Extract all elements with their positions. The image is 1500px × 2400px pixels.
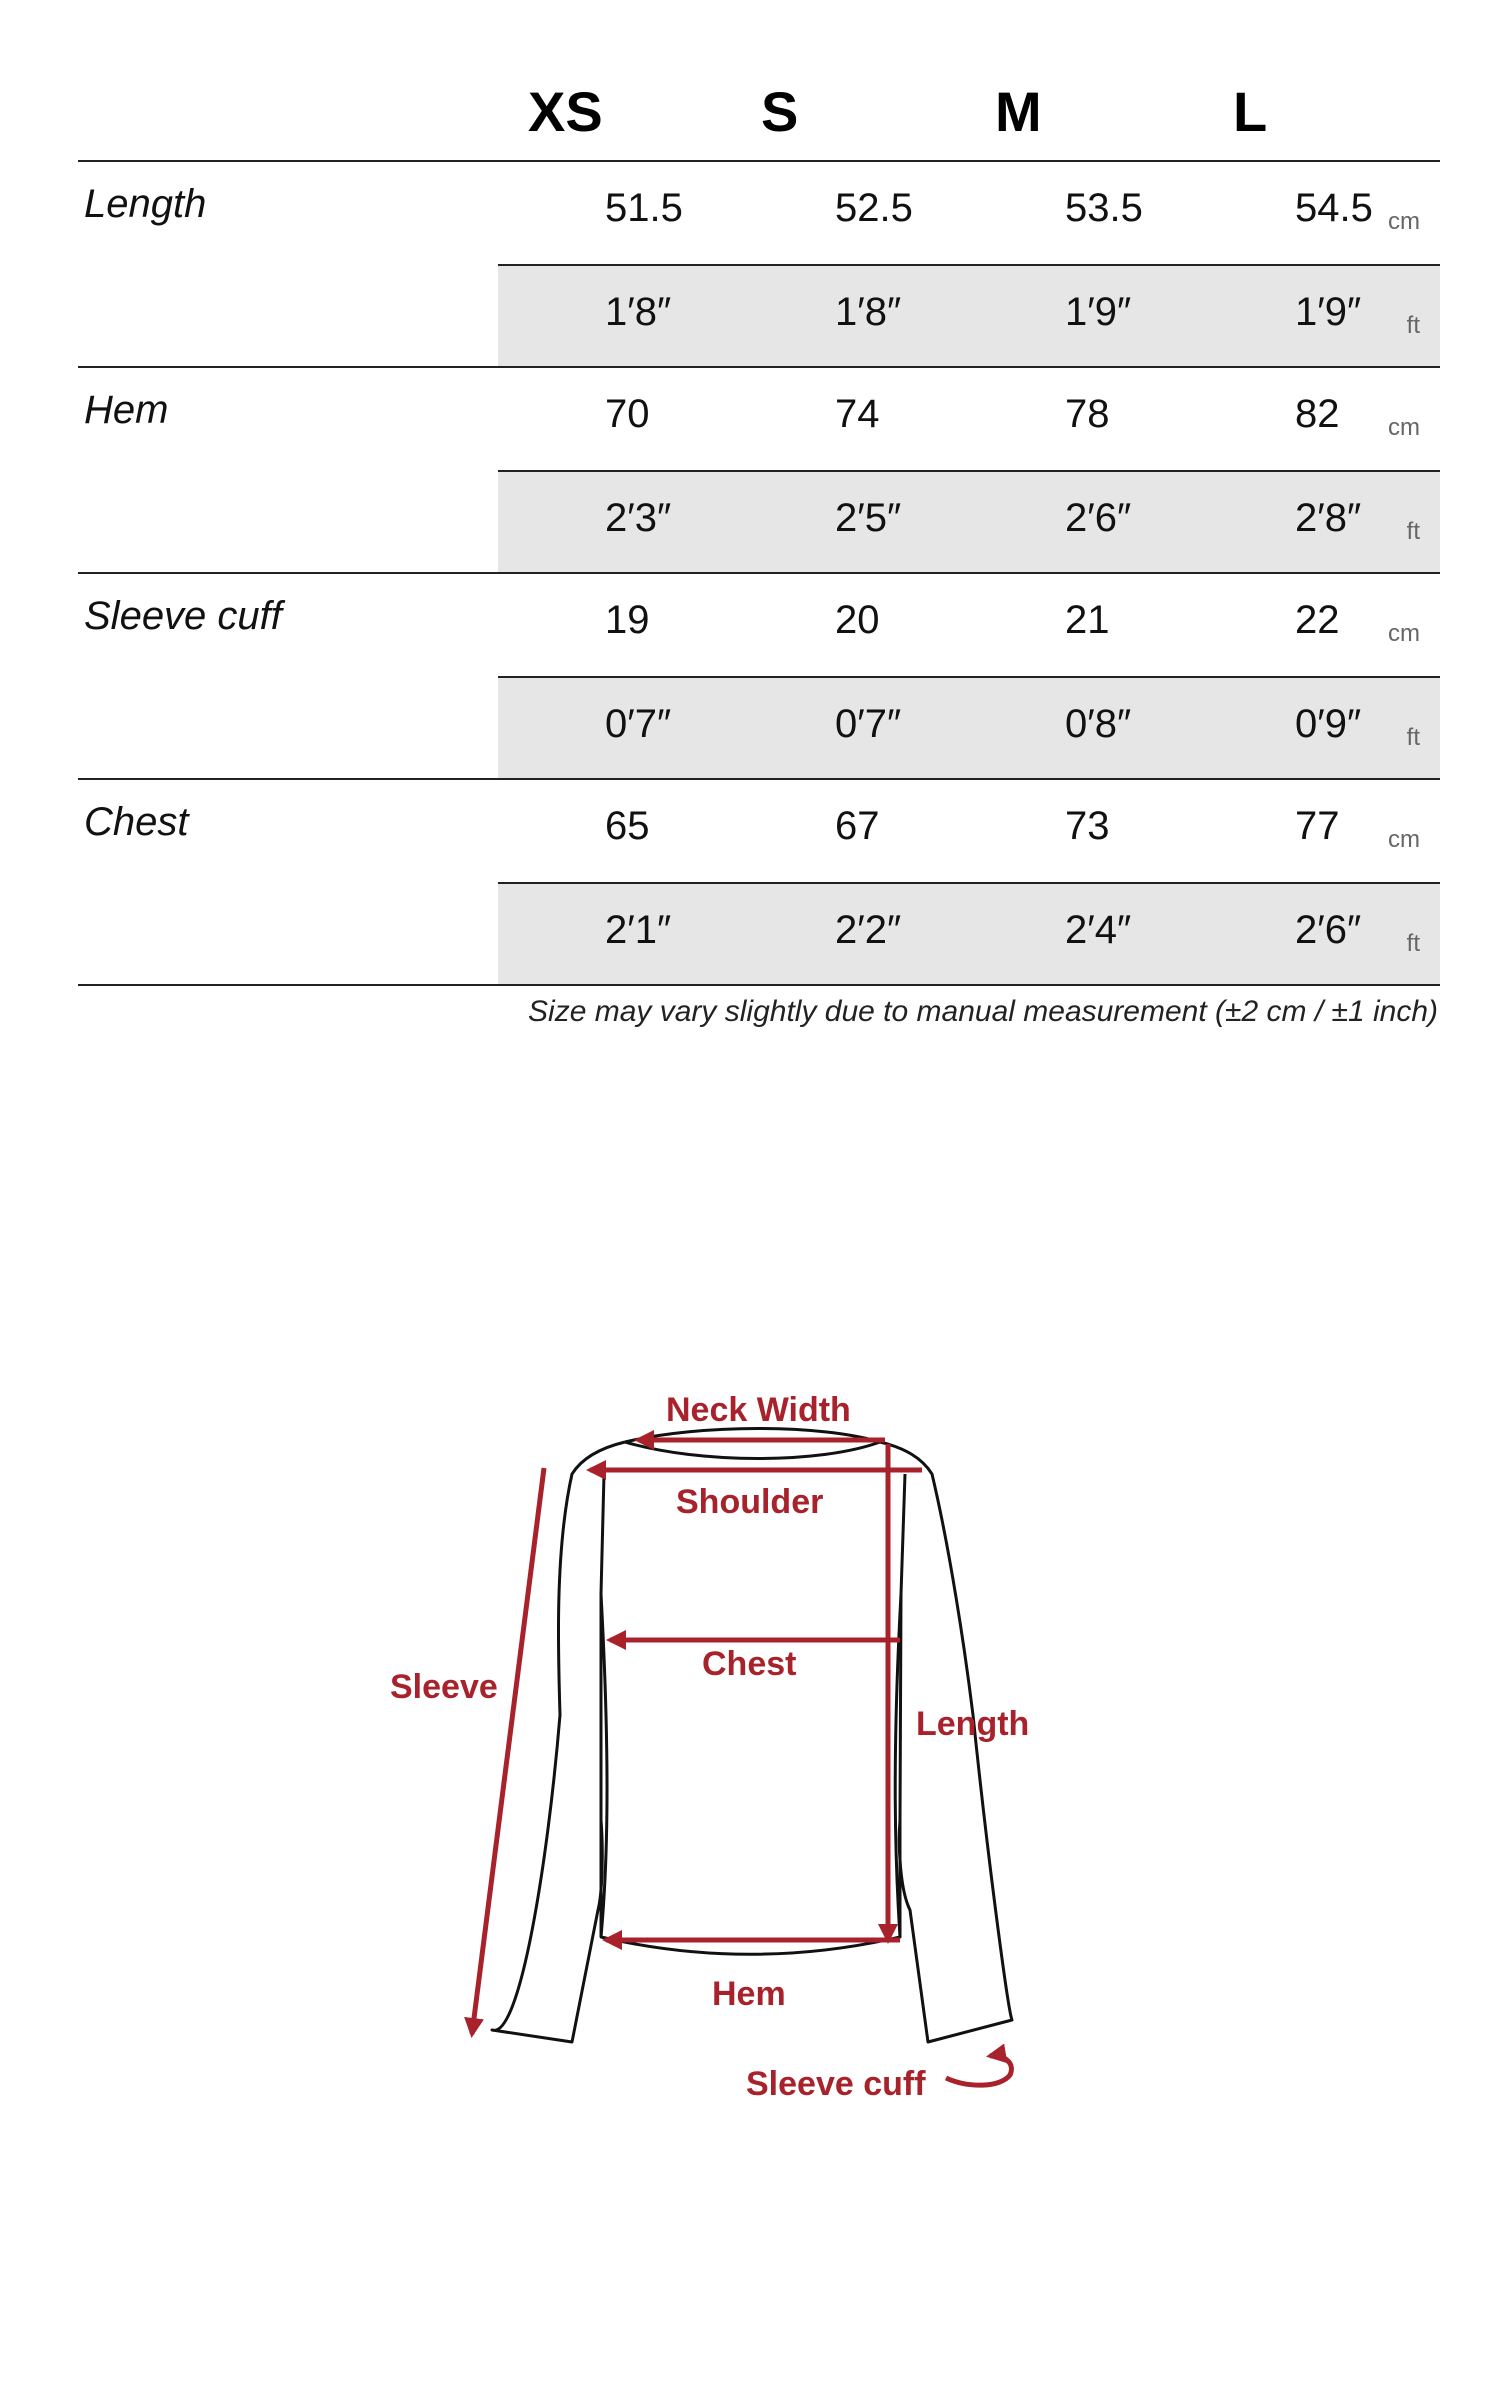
cell-value: 2′8″: [1295, 496, 1362, 540]
size-header-l: L: [1233, 80, 1268, 143]
ft-row: [498, 470, 1440, 572]
cell-value: 0′7″: [605, 702, 672, 746]
cell-value: 2′6″: [1065, 496, 1132, 540]
length-label: Length: [916, 1705, 1030, 1743]
cm-row: [498, 368, 1440, 469]
size-header-row: [78, 60, 1440, 162]
cell-value: 1′9″: [1295, 290, 1362, 334]
row-group-hem: [78, 368, 1440, 574]
cell-value: 73: [1065, 804, 1110, 848]
sleeve-cuff-label: Sleeve cuff: [746, 2065, 926, 2103]
cell-value: 2′3″: [605, 496, 672, 540]
size-header-m: M: [995, 80, 1042, 143]
unit-label: ft: [1406, 930, 1420, 957]
cell-value: 2′1″: [605, 908, 672, 952]
row-group-length: [78, 162, 1440, 368]
row-label: Hem: [84, 388, 169, 432]
neckline-front: [625, 1442, 880, 1459]
row-label: Sleeve cuff: [84, 594, 282, 638]
cell-value: 1′8″: [605, 290, 672, 334]
unit-label: ft: [1406, 518, 1420, 545]
size-header-s: S: [761, 80, 799, 143]
cm-row: [498, 780, 1440, 881]
unit-label: cm: [1388, 414, 1420, 441]
measurement-note: Size may vary slightly due to manual measurement (±2 cm / ±1 inch): [528, 995, 1438, 1028]
cell-value: 19: [605, 598, 650, 642]
cm-row: [498, 574, 1440, 675]
ft-row: [498, 882, 1440, 984]
sleeve-label: Sleeve: [390, 1668, 498, 1706]
cell-value: 77: [1295, 804, 1340, 848]
cell-value: 20: [835, 598, 880, 642]
hem-label: Hem: [712, 1975, 786, 2013]
unit-label: ft: [1406, 724, 1420, 751]
unit-label: cm: [1388, 826, 1420, 853]
row-label: Chest: [84, 800, 189, 844]
row-label: Length: [84, 182, 207, 226]
cell-value: 65: [605, 804, 650, 848]
row-group-sleeve-cuff: [78, 574, 1440, 780]
cell-value: 0′7″: [835, 702, 902, 746]
shoulder-label: Shoulder: [676, 1483, 824, 1521]
unit-label: cm: [1388, 620, 1420, 647]
row-group-chest: [78, 780, 1440, 986]
cell-value: 0′8″: [1065, 702, 1132, 746]
cell-value: 2′6″: [1295, 908, 1362, 952]
sweater-outline-svg: [0, 1340, 1500, 2140]
cell-value: 2′4″: [1065, 908, 1132, 952]
cell-value: 52.5: [835, 186, 913, 230]
chest-label: Chest: [702, 1645, 797, 1683]
cell-value: 22: [1295, 598, 1340, 642]
cell-value: 74: [835, 392, 880, 436]
cell-value: 53.5: [1065, 186, 1143, 230]
ft-row: [498, 676, 1440, 778]
cell-value: 2′5″: [835, 496, 902, 540]
unit-label: cm: [1388, 208, 1420, 235]
garment-measurement-diagram: [0, 1340, 1500, 2140]
cell-value: 51.5: [605, 186, 683, 230]
cm-row: [498, 162, 1440, 263]
cell-value: 0′9″: [1295, 702, 1362, 746]
cell-value: 70: [605, 392, 650, 436]
cell-value: 1′9″: [1065, 290, 1132, 334]
unit-label: ft: [1406, 312, 1420, 339]
cell-value: 1′8″: [835, 290, 902, 334]
cell-value: 82: [1295, 392, 1340, 436]
sleeve-arrow: [472, 1468, 544, 2034]
cell-value: 2′2″: [835, 908, 902, 952]
cell-value: 78: [1065, 392, 1110, 436]
cell-value: 21: [1065, 598, 1110, 642]
size-chart-table: [78, 60, 1440, 986]
neck-width-label: Neck Width: [666, 1391, 851, 1429]
cell-value: 54.5: [1295, 186, 1373, 230]
sleeve-cuff-arrow: [946, 2056, 1011, 2085]
body-bottom: [601, 1820, 900, 1954]
size-header-xs: XS: [528, 80, 603, 143]
cell-value: 67: [835, 804, 880, 848]
ft-row: [498, 264, 1440, 366]
